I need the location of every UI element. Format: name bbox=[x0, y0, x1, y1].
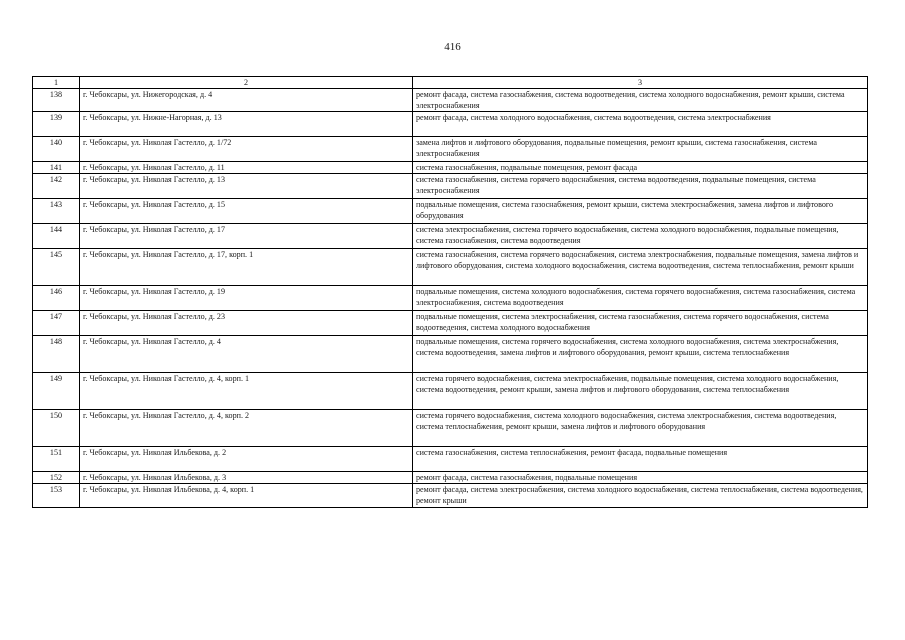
table-row bbox=[33, 311, 868, 336]
row-works: система газоснабжения, подвальные помещения, ремонт фасада bbox=[413, 162, 868, 174]
table-row bbox=[33, 472, 868, 484]
row-works: подвальные помещения, система электроснабжения, система газоснабжения, система горячего водоснабжения, система водоотведения, система холодного водоснабжения bbox=[413, 311, 868, 336]
table-header-row bbox=[33, 77, 868, 89]
row-number: 138 bbox=[33, 89, 80, 112]
row-number: 146 bbox=[33, 286, 80, 311]
row-address: г. Чебоксары, ул. Николая Гастелло, д. 4 bbox=[80, 336, 413, 373]
table-row bbox=[33, 336, 868, 373]
row-works: ремонт фасада, система газоснабжения, подвальные помещения bbox=[413, 472, 868, 484]
row-number: 150 bbox=[33, 410, 80, 447]
row-works: система горячего водоснабжения, система электроснабжения, подвальные помещения, система холодного водоснабжения, система водоотведения, ремонт крыши, замена лифтов и лифтового оборудования, система теплоснабжения bbox=[413, 373, 868, 410]
row-works: подвальные помещения, система газоснабжения, ремонт крыши, система электроснабжения, замена лифтов и лифтового оборудования bbox=[413, 199, 868, 224]
row-number: 148 bbox=[33, 336, 80, 373]
table-row bbox=[33, 224, 868, 249]
table-row bbox=[33, 112, 868, 137]
row-works: система газоснабжения, система теплоснабжения, ремонт фасада, подвальные помещения bbox=[413, 447, 868, 472]
table-row bbox=[33, 447, 868, 472]
table-row bbox=[33, 89, 868, 112]
row-works: подвальные помещения, система холодного водоснабжения, система горячего водоснабжения, система газоснабжения, система электроснабжения, система водоотведения bbox=[413, 286, 868, 311]
row-works: система газоснабжения, система горячего водоснабжения, система электроснабжения, подвальные помещения, замена лифтов и лифтового оборудования, система холодного водоснабжения, система водоотведения, система теплоснабжения, ремонт крыши bbox=[413, 249, 868, 286]
row-number: 142 bbox=[33, 174, 80, 199]
row-address: г. Чебоксары, ул. Николая Гастелло, д. 4, корп. 1 bbox=[80, 373, 413, 410]
table-row bbox=[33, 484, 868, 508]
row-address: г. Чебоксары, ул. Николая Гастелло, д. 1/72 bbox=[80, 137, 413, 162]
row-number: 153 bbox=[33, 484, 80, 508]
row-works: ремонт фасада, система холодного водоснабжения, система водоотведения, система электроснабжения bbox=[413, 112, 868, 137]
row-address: г. Чебоксары, ул. Николая Ильбекова, д. 4, корп. 1 bbox=[80, 484, 413, 508]
row-address: г. Чебоксары, ул. Николая Гастелло, д. 23 bbox=[80, 311, 413, 336]
row-works: система электроснабжения, система горячего водоснабжения, система холодного водоснабжения, подвальные помещения, система газоснабжения, система водоотведения bbox=[413, 224, 868, 249]
table-row bbox=[33, 410, 868, 447]
row-number: 141 bbox=[33, 162, 80, 174]
row-works: подвальные помещения, система горячего водоснабжения, система холодного водоснабжения, система электроснабжения, система водоотведения, замена лифтов и лифтового оборудования, ремонт крыши, система теплоснабжения bbox=[413, 336, 868, 373]
table-row bbox=[33, 199, 868, 224]
column-header-3: 3 bbox=[413, 77, 868, 89]
table-row bbox=[33, 373, 868, 410]
table-row bbox=[33, 137, 868, 162]
registry-table bbox=[32, 76, 868, 508]
table-row bbox=[33, 249, 868, 286]
page-number: 416 bbox=[444, 41, 461, 53]
table-row bbox=[33, 286, 868, 311]
row-works: система горячего водоснабжения, система холодного водоснабжения, система электроснабжения, система водоотведения, система теплоснабжения, ремонт крыши, замена лифтов и лифтового оборудования bbox=[413, 410, 868, 447]
row-address: г. Чебоксары, ул. Нижегородская, д. 4 bbox=[80, 89, 413, 112]
row-number: 147 bbox=[33, 311, 80, 336]
column-header-2: 2 bbox=[80, 77, 413, 89]
row-number: 151 bbox=[33, 447, 80, 472]
row-works: ремонт фасада, система электроснабжения, система холодного водоснабжения, система теплоснабжения, система водоотведения, ремонт крыши bbox=[413, 484, 868, 508]
row-address: г. Чебоксары, ул. Николая Гастелло, д. 15 bbox=[80, 199, 413, 224]
row-works: система газоснабжения, система горячего водоснабжения, система водоотведения, подвальные помещения, система электроснабжения bbox=[413, 174, 868, 199]
column-header-1: 1 bbox=[33, 77, 80, 89]
row-address: г. Чебоксары, ул. Николая Гастелло, д. 13 bbox=[80, 174, 413, 199]
row-works: замена лифтов и лифтового оборудования, подвальные помещения, ремонт крыши, система газоснабжения, система электроснабжения bbox=[413, 137, 868, 162]
row-number: 143 bbox=[33, 199, 80, 224]
row-number: 152 bbox=[33, 472, 80, 484]
row-address: г. Чебоксары, ул. Нижне-Нагорная, д. 13 bbox=[80, 112, 413, 137]
row-works: ремонт фасада, система газоснабжения, система водоотведения, система холодного водоснабжения, ремонт крыши, система электроснабжения bbox=[413, 89, 868, 112]
table-row bbox=[33, 162, 868, 174]
row-number: 139 bbox=[33, 112, 80, 137]
table-body bbox=[33, 77, 868, 508]
row-address: г. Чебоксары, ул. Николая Гастелло, д. 17 bbox=[80, 224, 413, 249]
row-address: г. Чебоксары, ул. Николая Гастелло, д. 4, корп. 2 bbox=[80, 410, 413, 447]
row-address: г. Чебоксары, ул. Николая Гастелло, д. 19 bbox=[80, 286, 413, 311]
row-address: г. Чебоксары, ул. Николая Ильбекова, д. 3 bbox=[80, 472, 413, 484]
row-number: 140 bbox=[33, 137, 80, 162]
table-row bbox=[33, 174, 868, 199]
row-number: 144 bbox=[33, 224, 80, 249]
row-address: г. Чебоксары, ул. Николая Гастелло, д. 11 bbox=[80, 162, 413, 174]
row-number: 145 bbox=[33, 249, 80, 286]
row-address: г. Чебоксары, ул. Николая Ильбекова, д. 2 bbox=[80, 447, 413, 472]
row-address: г. Чебоксары, ул. Николая Гастелло, д. 17, корп. 1 bbox=[80, 249, 413, 286]
row-number: 149 bbox=[33, 373, 80, 410]
